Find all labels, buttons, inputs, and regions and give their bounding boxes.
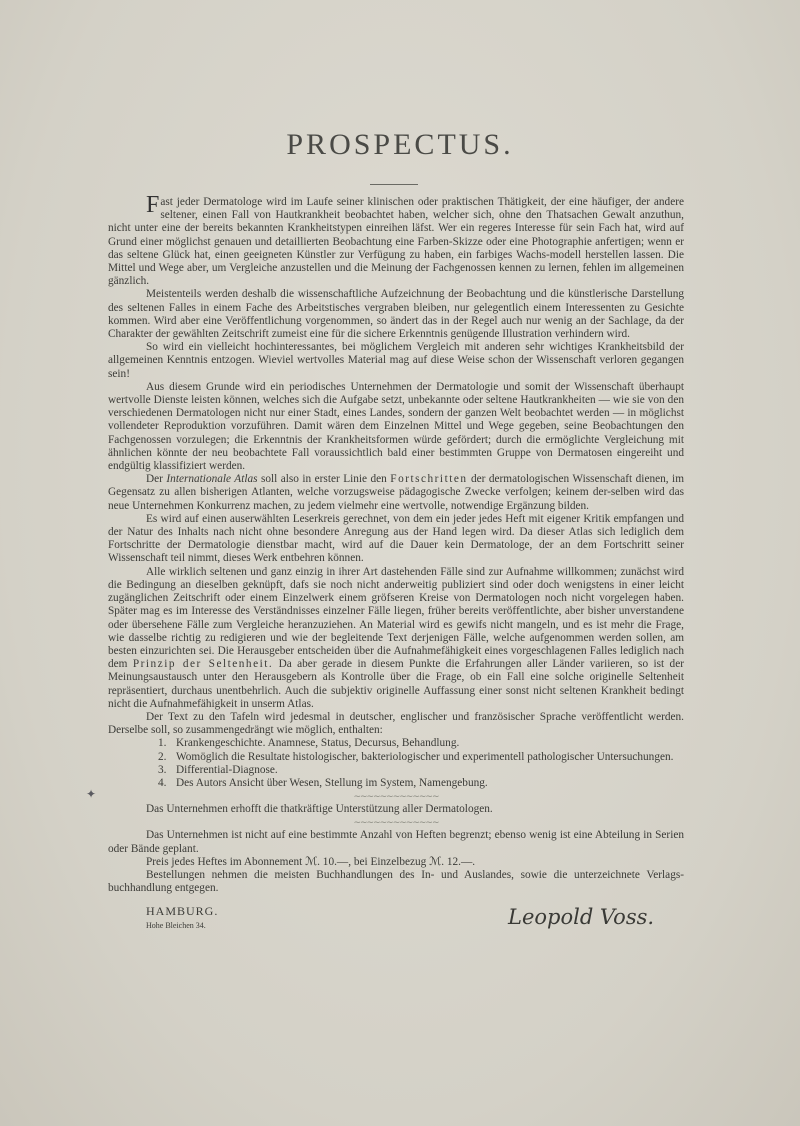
publisher-signature: Leopold Voss. xyxy=(508,905,655,930)
list-number: 2. xyxy=(158,750,167,763)
closing-paragraph-3: Bestellungen nehmen die meisten Buchhandlungen des In- und Auslandes, sowie die unterzeichnete Verlags-buchhandlung entgegen. xyxy=(108,868,684,895)
list-text: Differential-Diagnose. xyxy=(176,763,278,776)
paragraph-5-text-b: soll also in erster Linie den xyxy=(257,473,391,486)
list-item xyxy=(158,737,684,750)
publisher-footer xyxy=(108,905,684,965)
title-divider xyxy=(370,184,418,185)
ornament-divider: ∼∼∼∼∼∼∼∼∼∼∼∼∼ xyxy=(353,817,439,828)
paragraph-5 xyxy=(108,473,684,513)
drop-cap: F xyxy=(146,192,160,218)
paragraph-2: Meistenteils werden deshalb die wissenschaftliche Aufzeichnung der Beobachtung und die künstlerische Darstellung des seltenen Falles in einem Fache des Arbeitstisches vergraben bleiben, nur gelegentlich einem Interessenten zu Gesichte kommen. Wird aber eine Veröffentlichung vorgenommen, so ändert das in der Regel auch nur wenig an der Sachlage, da der Charakter der gewählten Zeitschrift zumeist eine für die sichere Erkenntnis genügende Illustration verhindern wird. xyxy=(108,288,684,341)
paragraph-4: Aus diesem Grunde wird ein periodisches Unternehmen der Dermatologie und somit der Wissenschaft überhaupt wertvolle Dienste leisten können, welches sich die Aufgabe setzt, unbekannte oder seltene Hautkrankheiten — wie sie von den verschiedenen Dermatologen nicht nur einer Stadt, eines Landes, sondern der ganzen Welt beobachtet werden — in möglichst vollendeter Reproduktion vorzuführen. Damit wären dem Einzelnen Mittel und Wege gegeben, seine Beobachtungen den Fachgenossen vorzulegen; die Erkenntnis der Krankheitsformen würde gefördert; durch die ermöglichte Vergleichung mit ähnlichen könnte der neu beobachtete Fall voraussichtlich bald einer bestimmten Gruppe von Dermatosen eingereiht und endgültig klassifiziert werden. xyxy=(108,380,684,473)
emphasis-progress: Fortschritten xyxy=(390,473,468,486)
publisher-address: Hohe Bleichen 34. xyxy=(146,921,206,931)
list-number: 1. xyxy=(158,737,167,750)
closing-paragraph-1: Das Unternehmen ist nicht auf eine bestimmte Anzahl von Heften begrenzt; ebenso wenig ist eine Abteilung in Serien oder Bände geplant. xyxy=(108,829,684,855)
prospectus-body xyxy=(108,192,684,965)
paragraph-8: Der Text zu den Tafeln wird jedesmal in deutscher, englischer und französischer Sprache veröffentlicht werden. Derselbe soll, so zusammengedrängt wie möglich, enthalten: xyxy=(108,710,684,737)
paragraph-1 xyxy=(108,192,684,288)
paragraph-3: So wird ein vielleicht hochinteressantes, bei möglichem Vergleich mit anderen sehr wichtiges Krankheitsbild der allgemeinen Kenntnis entzogen. Wieviel wertvolles Material mag auf diese Weise schon der Wissenschaft verloren gegangen sein! xyxy=(108,341,684,380)
publisher-city: HAMBURG. xyxy=(146,904,219,919)
paragraph-7-text-b: Da aber gerade in diesem Punkte die Erfahrungen aller Länder variieren, so ist der Meinungsaustausch unter den Herausgebern als Kontrolle über die Frage, ob ein Fall eine solche originelle Seltenheit repräsentiert, durchaus unentbehrlich. Auch die subjektiv originelle Auffassung einer sonst nicht seltenen Krankheit bedingt nicht die Aufnahmefähigkeit in unserm Atlas. xyxy=(108,658,684,710)
page-title: PROSPECTUS. xyxy=(286,128,514,161)
emphasis-rarity: Prinzip der Seltenheit. xyxy=(132,658,274,671)
paragraph-7-text-a: Alle wirklich seltenen und ganz einzig in ihrer Art dastehenden Fälle sind zur Aufnahme willkommen; zunächst wird die Bedingung an dieselben geknüpft, dafs sie noch nicht anderweitig publiziert sind oder doch wenigstens in einer leicht zugänglichen Zeitschrift oder einem Einzelwerk einem gröfseren Kreise von Dermatologen noch nicht vorgelegen haben. Später mag es im Interesse des Verständnisses einzelner Fälle liegen, früher bereits veröffentlichte, aber bisher unverstandene oder übersehene Fälle zum Vergleiche heranzuziehen. An Material wird es gewifs nicht mangeln, und es ist mehr die Frage, wie dasselbe richtig zu redigieren und wie der begleitende Text derjenigen Fälle, welche aufgenommen werden sollen, am besten einzurichten sei. Die Herausgeber entscheiden über die Aufnahmefähigkeit eines vorgeschlagenen Falles lediglich nach dem xyxy=(108,565,684,671)
list-number: 4. xyxy=(158,776,167,789)
margin-mark: ✦ xyxy=(86,787,97,801)
price-line: Preis jedes Heftes im Abonnement ℳ. 10.—, bei Einzelbezug ℳ. 12.—. xyxy=(146,855,476,868)
paragraph-1-text: ast jeder Dermatologe wird im Laufe seiner klinischen oder praktischen Thätigkeit, der eine häufiger, der andere seltener, einen Fall von Hautkrankheit beobachtet haben, welcher sich, ohne den Thatsachen Gewalt anzuthun, nicht unter eine der bereits bekannten Krankheitstypen einreihen läfst. Wer ein regeres Interesse für sein Fach hat, wird auf Grund einer möglichst genauen und detaillierten Beobachtung eine Farben-Skizze oder eine Photographie anfertigen; wenn er das seltene Glück hat, einen geeigneten Künstler zur Verfügung zu haben, ein farbiges Wachs-modell herstellen lassen. Die Mittel und Wege aber, um Vergleiche anzustellen und die Meinung der Fachgenossen kennen zu lernen, fehlen im allgemeinen gänzlich. xyxy=(108,196,684,288)
list-number: 3. xyxy=(158,763,167,776)
paragraph-5-text-c: der dermatologischen Wissenschaft dienen, im Gegensatz zu allen bisherigen Atlanten, welche vorzugsweise pädagogische Zwecke verfolgen; keinem der-selben wird das neue Unternehmen Konkurrenz machen, zu jedem vielmehr eine wertvolle, notwendige Ergänzung bilden. xyxy=(108,473,684,512)
paragraph-5-text-a: Der xyxy=(146,473,167,486)
list-item xyxy=(158,763,684,777)
list-item xyxy=(158,750,684,764)
appeal-line: Das Unternehmen erhofft die thatkräftige Unterstützung aller Dermatologen. xyxy=(146,803,493,816)
paragraph-7 xyxy=(108,566,684,711)
list-text: Krankengeschichte. Anamnese, Status, Decursus, Behandlung. xyxy=(176,737,460,750)
list-text: Des Autors Ansicht über Wesen, Stellung im System, Namengebung. xyxy=(176,776,488,789)
paragraph-6: Es wird auf einen auserwählten Leserkreis gerechnet, von dem ein jeder jedes Heft mit eigener Kritik empfangen und der Natur des Inhalts nach nicht ohne besondere Anregung aus der Hand legen wird. Da dieser Atlas sich lediglich dem Fortschritte der Dermatologie dienstbar macht, wird auf die Dauer kein Dermatologe, der an dem Fortschritt seiner Wissenschaft teil nimmt, dieses Werk entbehren können. xyxy=(108,512,684,565)
ornament-divider: ∼∼∼∼∼∼∼∼∼∼∼∼∼ xyxy=(353,791,439,802)
list-item xyxy=(158,776,684,790)
list-text: Womöglich die Resultate histologischer, bakteriologischer und experimentell pathologischer Untersuchungen. xyxy=(176,750,674,763)
atlas-title: Internationale Atlas xyxy=(166,473,258,486)
content-list xyxy=(108,737,684,790)
